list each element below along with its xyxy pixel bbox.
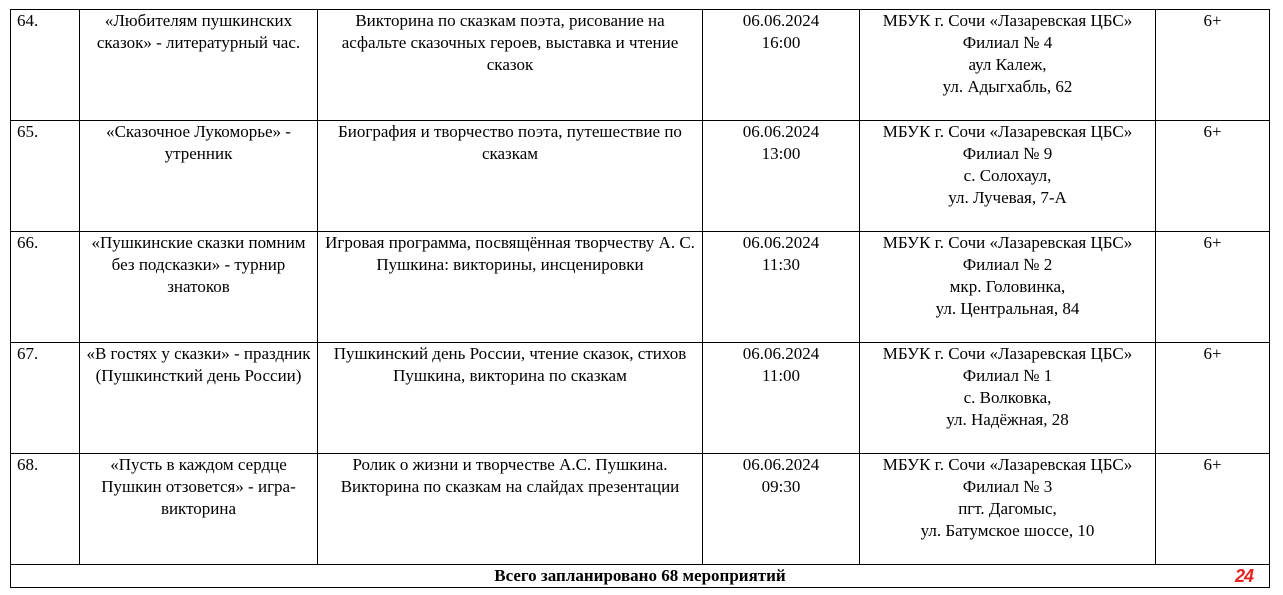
event-age: 6+ <box>1156 232 1270 343</box>
event-datetime <box>703 10 860 121</box>
event-time: 11:30 <box>761 255 801 274</box>
location-street: ул. Надёжная, 28 <box>946 410 1069 429</box>
table-row <box>11 454 1270 565</box>
event-date: 06.06.2024 <box>742 344 820 363</box>
event-location <box>860 232 1156 343</box>
location-settlement: пгт. Дагомыс, <box>958 499 1057 518</box>
event-title: «Любителям пушкинских сказок» - литературный час. <box>80 10 318 121</box>
event-title: «Сказочное Лукоморье» - утренник <box>80 121 318 232</box>
table-row <box>11 10 1270 121</box>
event-description: Биография и творчество поэта, путешествие по сказкам <box>318 121 703 232</box>
event-age: 6+ <box>1156 454 1270 565</box>
event-age: 6+ <box>1156 10 1270 121</box>
event-datetime <box>703 454 860 565</box>
location-branch: Филиал № 4 <box>962 33 1053 52</box>
location-branch: Филиал № 3 <box>962 477 1053 496</box>
table-row <box>11 343 1270 454</box>
event-location <box>860 343 1156 454</box>
location-branch: Филиал № 1 <box>962 366 1053 385</box>
event-location <box>860 121 1156 232</box>
event-location <box>860 454 1156 565</box>
event-description: Ролик о жизни и творчестве А.С. Пушкина. Викторина по сказкам на слайдах презентации <box>318 454 703 565</box>
event-time: 16:00 <box>761 33 801 52</box>
events-table <box>10 9 1270 588</box>
location-org: МБУК г. Сочи «Лазаревская ЦБС» <box>882 122 1133 141</box>
event-description: Викторина по сказкам поэта, рисование на асфальте сказочных героев, выставка и чтение сказок <box>318 10 703 121</box>
event-time: 13:00 <box>761 144 801 163</box>
event-title: «Пусть в каждом сердце Пушкин отзовется» - игра-викторина <box>80 454 318 565</box>
event-datetime <box>703 343 860 454</box>
event-description: Игровая программа, посвящённая творчеству А. С. Пушкина: викторины, инсценировки <box>318 232 703 343</box>
location-street: ул. Батумское шоссе, 10 <box>920 521 1095 540</box>
location-settlement: мкр. Головинка, <box>949 277 1066 296</box>
event-time: 11:00 <box>761 366 801 385</box>
event-title: «В гостях у сказки» - праздник (Пушкинсткий день России) <box>80 343 318 454</box>
row-number: 64. <box>11 10 80 121</box>
location-settlement: аул Калеж, <box>968 55 1047 74</box>
location-branch: Филиал № 9 <box>962 144 1053 163</box>
site-logo: 24 <box>1234 566 1253 586</box>
table-row <box>11 121 1270 232</box>
event-location <box>860 10 1156 121</box>
events-table-body <box>11 10 1270 588</box>
location-settlement: с. Солохаул, <box>963 166 1052 185</box>
event-date: 06.06.2024 <box>742 233 820 252</box>
location-org: МБУК г. Сочи «Лазаревская ЦБС» <box>882 11 1133 30</box>
row-number: 67. <box>11 343 80 454</box>
total-row <box>11 565 1270 588</box>
location-org: МБУК г. Сочи «Лазаревская ЦБС» <box>882 455 1133 474</box>
location-org: МБУК г. Сочи «Лазаревская ЦБС» <box>882 344 1133 363</box>
location-street: ул. Лучевая, 7-А <box>948 188 1067 207</box>
event-datetime <box>703 232 860 343</box>
event-date: 06.06.2024 <box>742 122 820 141</box>
row-number: 65. <box>11 121 80 232</box>
location-street: ул. Центральная, 84 <box>935 299 1080 318</box>
location-org: МБУК г. Сочи «Лазаревская ЦБС» <box>882 233 1133 252</box>
event-date: 06.06.2024 <box>742 455 820 474</box>
location-branch: Филиал № 2 <box>962 255 1053 274</box>
table-row <box>11 232 1270 343</box>
event-age: 6+ <box>1156 343 1270 454</box>
row-number: 68. <box>11 454 80 565</box>
row-number: 66. <box>11 232 80 343</box>
event-age: 6+ <box>1156 121 1270 232</box>
event-datetime <box>703 121 860 232</box>
event-time: 09:30 <box>761 477 801 496</box>
location-settlement: с. Волковка, <box>963 388 1052 407</box>
event-title: «Пушкинские сказки помним без подсказки» - турнир знатоков <box>80 232 318 343</box>
location-street: ул. Адыгхабль, 62 <box>942 77 1073 96</box>
event-date: 06.06.2024 <box>742 11 820 30</box>
total-events-summary: Всего запланировано 68 мероприятий <box>11 565 1270 588</box>
event-description: Пушкинский день России, чтение сказок, стихов Пушкина, викторина по сказкам <box>318 343 703 454</box>
